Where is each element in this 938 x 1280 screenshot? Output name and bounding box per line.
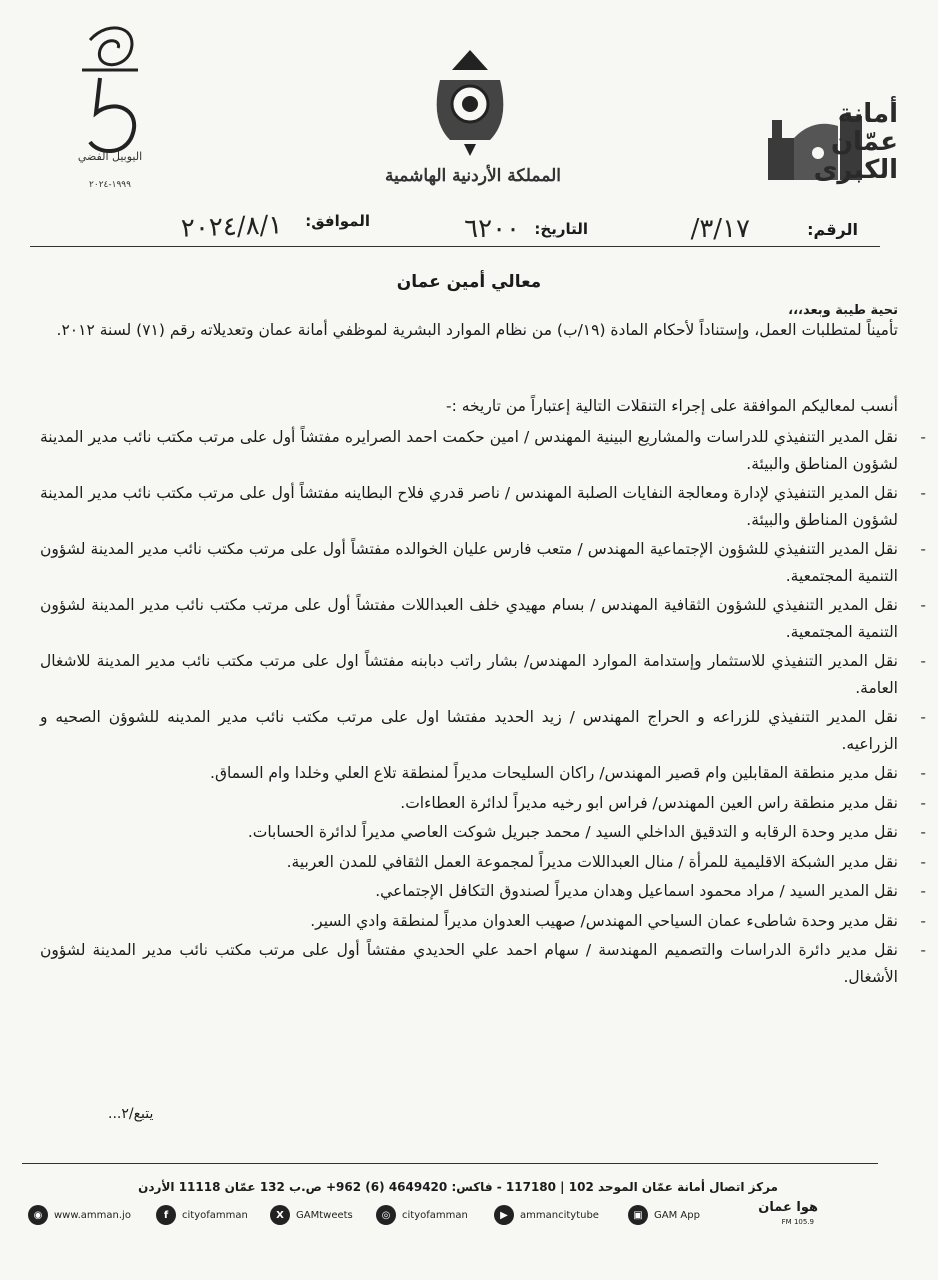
social-app[interactable]: ▣ GAM App	[628, 1204, 700, 1226]
footer-divider	[22, 1163, 878, 1164]
web-icon: ◉	[28, 1205, 48, 1225]
royal-crest-emblem	[420, 40, 520, 160]
list-item: - نقل مدير الشبكة الاقليمية للمرأة / منال العبداللات مديراً لمجموعة العمل الثقافي للمدن العربية.	[286, 852, 926, 871]
social-x[interactable]: X GAMtweets	[270, 1204, 353, 1226]
ref-underline	[30, 246, 880, 247]
list-item: - نقل المدير التنفيذي للزراعه و الحراج المهندس / زيد الحديد مفتشا اول على مرتب مكتب نائب مدير المدينه للشوؤن الصحيه و الزراعيه.	[40, 708, 926, 753]
continued-marker: يتبع/٢...	[108, 1106, 154, 1122]
approved-date-handwritten: ٢٠٢٤/٨/١	[180, 210, 283, 244]
intro-paragraph: تأميناً لمتطلبات العمل، وإستناداً لأحكام المادة (١٩/ب) من نظام الموارد البشرية لموظفي أمانة عمان وتعديلاته رقم (٧١) لسنة ٢٠١٢.	[56, 321, 898, 339]
request-paragraph: أنسب لمعاليكم الموافقة على إجراء التنقلات التالية إعتباراً من تاريخه :-	[446, 397, 898, 415]
instagram-icon: ◎	[376, 1205, 396, 1225]
list-item: - نقل مدير وحدة الرقابه و التدقيق الداخلي السيد / محمد جبريل شوكت العاصي مديراً لدائرة الحسابات.	[247, 823, 926, 841]
transfer-list	[40, 424, 926, 993]
jubilee-caption: اليوبيل الفضي	[77, 150, 143, 163]
ref-label: الرقم:	[807, 220, 858, 239]
list-item: - نقل المدير التنفيذي للشؤون الإجتماعية المهندس / متعب فارس عليان الخوالده مفتشاً أول على مرتب مكتب نائب مدير المدينة لشؤون التنمية المجتمعية.	[40, 540, 926, 585]
list-item: - نقل المدير التنفيذي لإدارة ومعالجة النفايات الصلبة المهندس / ناصر قدري فلاح البطاينه مفتشاً أول على مرتب مكتب نائب مدير المدينة لشؤون المناطق والبيئة.	[40, 484, 926, 529]
youtube-icon: ▶	[494, 1205, 514, 1225]
list-item: - نقل المدير السيد / مراد محمود اسماعيل وهدان مديراً لصندوق التكافل الإجتماعي.	[375, 882, 926, 900]
social-links	[28, 1204, 748, 1228]
list-item: - نقل المدير التنفيذي للاستثمار وإستدامة الموارد المهندس/ بشار راتب دبابنه مفتشاً اول على مرتب مكتب نائب مدير المدينة للاشغال العامة.	[40, 652, 926, 697]
amman-logo-text: أمانة عمّان الكبرى	[813, 99, 898, 185]
social-facebook[interactable]: f cityofamman	[156, 1204, 248, 1226]
jubilee-years: ١٩٩٩-٢٠٢٤	[89, 180, 131, 190]
approved-label: الموافق:	[305, 212, 370, 230]
kingdom-name: المملكة الأردنية الهاشمية	[385, 166, 561, 186]
radio-frequency: 105.9 FM	[781, 1218, 814, 1226]
addressee: معالي أمين عمان	[396, 272, 542, 292]
date-value-handwritten: ٦٢٠٠	[464, 214, 520, 244]
greeting: تحية طيبة وبعد،،،	[788, 303, 898, 318]
list-item: - نقل المدير التنفيذي للشؤون الثقافية المهندس / بسام مهيدي خلف العبداللات مفتشاً أول على مرتب مكتب نائب مدير المدينة لشؤون التنمية المجتمعية.	[40, 596, 926, 641]
date-label: التاريخ:	[534, 220, 588, 238]
list-item: - نقل مدير وحدة شاطىء عمان السياحي المهندس/ صهيب العدوان مديراً لمنطقة وادي السير.	[310, 911, 926, 930]
reference-line	[30, 210, 880, 250]
ref-number-handwritten: ٣/١٧/	[690, 214, 750, 244]
social-instagram[interactable]: ◎ cityofamman	[376, 1204, 468, 1226]
social-youtube[interactable]: ▶ ammancitytube	[494, 1204, 599, 1226]
radio-name: هوا عمان	[758, 1200, 818, 1215]
list-item: - نقل مدير منطقة المقابلين وام قصير المهندس/ راكان السليحات مديراً لمنطقة تلاع العلي وخلدا وام السماق.	[210, 764, 926, 782]
social-web[interactable]: ◉ www.amman.jo	[28, 1204, 131, 1226]
contact-info: مركز اتصال أمانة عمّان الموحد 102 | 117180 - فاكس: 4649420 (6) 962+ ص.ب 132 عمّان 11118 الأردن	[138, 1180, 778, 1194]
list-item: - نقل مدير منطقة راس العين المهندس/ فراس ابو رخيه مديراً لدائرة العطاءات.	[400, 793, 926, 812]
x-icon: X	[270, 1205, 290, 1225]
facebook-icon: f	[156, 1205, 176, 1225]
list-item: - نقل المدير التنفيذي للدراسات والمشاريع البينية المهندس / امين حكمت احمد الصرايره مفتشاً أول على مرتب مكتب نائب مدير المدينة لشؤون المناطق والبيئة.	[40, 428, 926, 473]
app-icon: ▣	[628, 1205, 648, 1225]
list-item: - نقل مدير دائرة الدراسات والتصميم المهندسة / سهام احمد علي الحديدي مفتشاً أول على مرتب مكتب نائب مدير المدينة لشؤون الأشغال.	[40, 941, 926, 986]
